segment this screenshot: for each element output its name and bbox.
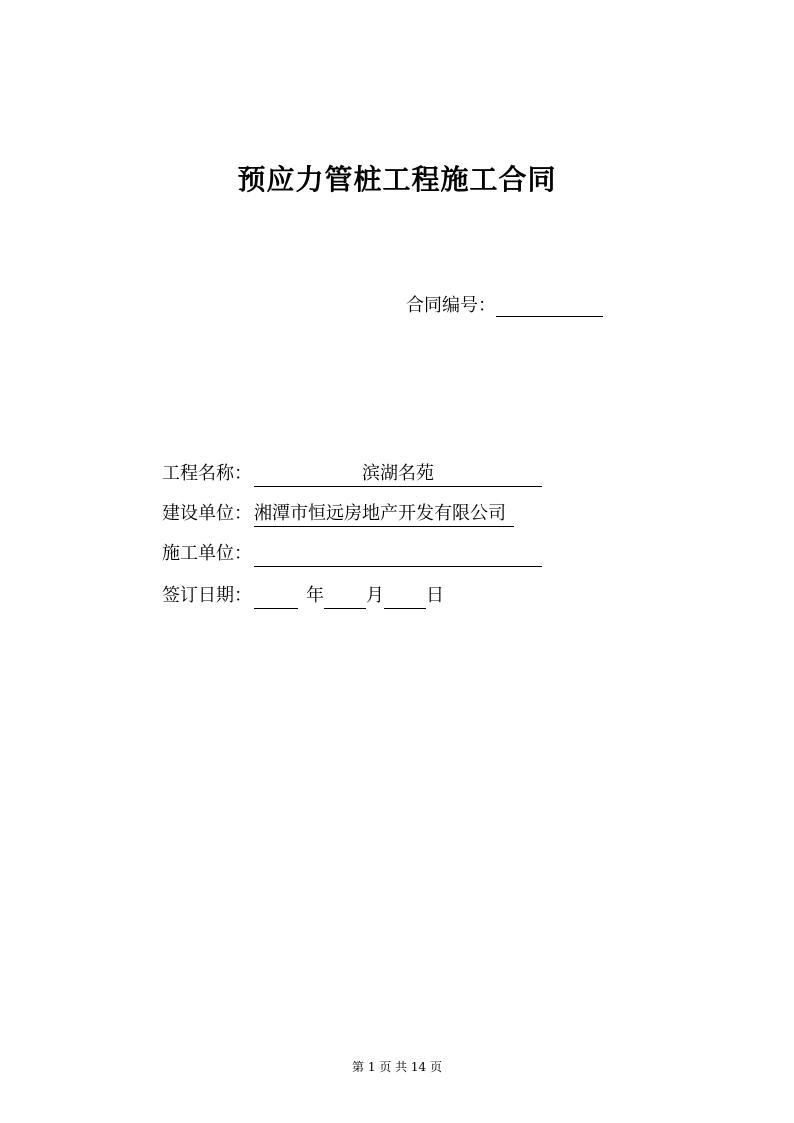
project-name-label: 工程名称： bbox=[162, 463, 252, 484]
sign-date-label: 签订日期： bbox=[162, 585, 252, 606]
month-blank bbox=[324, 582, 366, 609]
year-blank bbox=[254, 582, 298, 609]
month-label: 月 bbox=[366, 585, 384, 606]
year-label: 年 bbox=[306, 585, 324, 606]
owner-label: 建设单位： bbox=[162, 503, 252, 524]
contract-number-label: 合同编号： bbox=[406, 295, 496, 316]
project-name-row bbox=[162, 460, 542, 488]
builder-label: 施工单位： bbox=[162, 543, 252, 564]
document-title: 预应力管桩工程施工合同 bbox=[237, 163, 557, 196]
project-name-value: 滨湖名苑 bbox=[254, 460, 542, 487]
day-label: 日 bbox=[426, 585, 444, 606]
day-blank bbox=[384, 582, 426, 609]
owner-value: 湘潭市恒远房地产开发有限公司 bbox=[254, 500, 514, 527]
page-footer: 第 1 页 共 14 页 bbox=[352, 1060, 442, 1074]
builder-value bbox=[254, 540, 542, 567]
builder-row bbox=[162, 540, 542, 568]
owner-row bbox=[162, 500, 514, 528]
contract-number-row bbox=[406, 293, 603, 319]
contract-number-blank bbox=[496, 293, 603, 317]
sign-date-row bbox=[162, 582, 444, 610]
